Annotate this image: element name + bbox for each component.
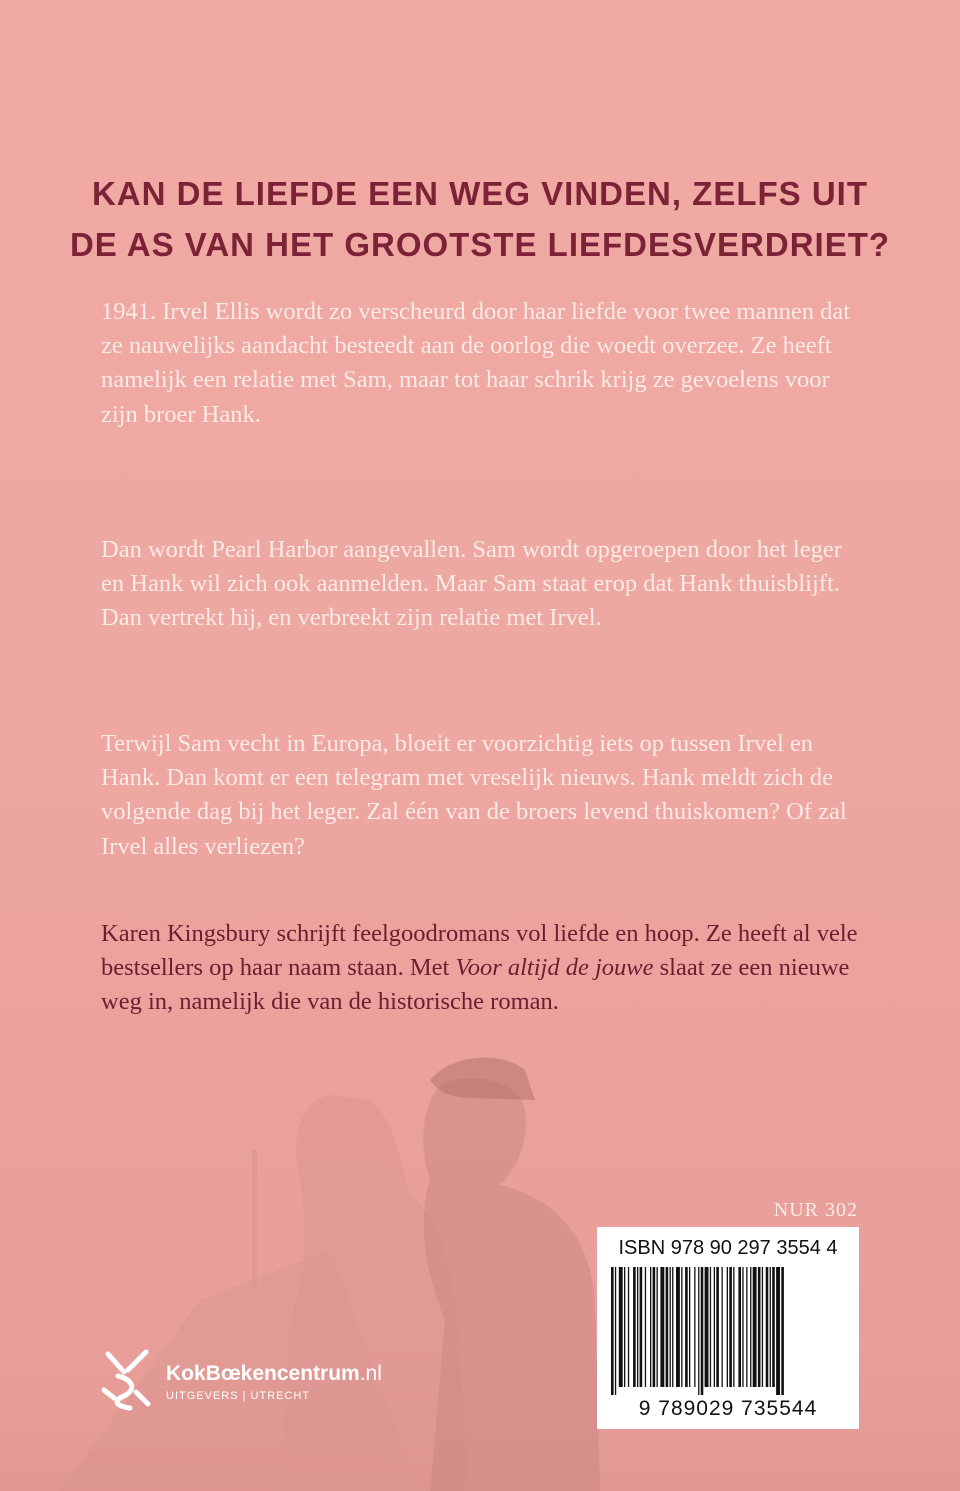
barcode-bar <box>714 1267 715 1387</box>
tagline-line-1: KAN DE LIEFDE EEN WEG VINDEN, ZELFS UIT <box>91 175 869 212</box>
barcode-bar <box>722 1267 723 1387</box>
barcode-bar <box>624 1267 625 1387</box>
blurb-paragraph-2: Dan wordt Pearl Harbor aangevallen. Sam wordt opgeroepen door het leger en Hank wil zich ook aanmelden. Maar Sam staat erop dat Hank thuisblijft. Dan vertrekt hij, en verbreekt zijn relatie met Irvel. <box>101 536 842 632</box>
barcode-bar <box>653 1267 656 1387</box>
barcode-bar <box>694 1267 695 1387</box>
barcode-bar <box>750 1267 751 1387</box>
blurb-paragraph-1: 1941. Irvel Ellis wordt zo verscheurd door haar liefde voor twee mannen dat ze nauwelijks aandacht besteedt aan de oorlog die woedt overzee. Ze heeft namelijk een relatie met Sam, maar tot haar schrik krijg ze gevoelens voor zijn broer Hank. <box>101 298 851 428</box>
barcode-bar <box>758 1267 761 1387</box>
barcode-bar <box>670 1267 671 1387</box>
isbn-barcode <box>597 1227 859 1429</box>
barcode-bar <box>781 1267 784 1395</box>
barcode-bar <box>727 1267 728 1387</box>
barcode-bar <box>689 1267 690 1387</box>
publisher-subtitle: UITGEVERS | UTRECHT <box>166 1390 311 1402</box>
barcode-bar <box>710 1267 711 1387</box>
barcode-bar <box>698 1267 699 1395</box>
barcode-bar <box>766 1267 769 1387</box>
isbn-digits: 9 789029 735544 <box>638 1397 818 1420</box>
barcode-bar <box>611 1267 614 1395</box>
book-title: Voor altijd de jouwe <box>455 954 654 982</box>
barcode-bar <box>746 1267 747 1387</box>
barcode-bar <box>619 1267 623 1387</box>
barcode-bar <box>676 1267 680 1387</box>
barcode-bar <box>640 1267 643 1387</box>
barcode-bar <box>660 1267 664 1387</box>
barcode-bar <box>615 1267 616 1395</box>
publisher-mark-icon <box>100 1346 154 1412</box>
publisher-name-boeken: Bœkencentrum <box>205 1362 360 1385</box>
blurb-paragraph-3: Terwijl Sam vecht in Europa, bloeit er voorzichtig iets op tussen Irvel en Hank. Dan komt er een telegram met vreselijk nieuws. Hank meldt zich de volgende dag bij het leger. Zal één van de broers levend thuiskomen? Of zal Irvel alles verliezen? <box>101 730 847 860</box>
tagline <box>0 168 960 270</box>
barcode-bar <box>701 1267 704 1395</box>
barcode-bar <box>666 1267 669 1387</box>
barcode-bar <box>738 1267 741 1387</box>
barcode-bar <box>729 1267 732 1387</box>
barcode-bar <box>681 1267 682 1387</box>
barcode-bar <box>753 1267 757 1387</box>
barcode-bars <box>611 1267 845 1395</box>
barcode-bar <box>657 1267 658 1387</box>
barcode-bar <box>672 1267 673 1387</box>
barcode-bar <box>637 1267 638 1387</box>
barcode-bar <box>762 1267 763 1387</box>
isbn-label: ISBN 978 90 297 3554 4 <box>618 1237 838 1259</box>
publisher-name-nl: .nl <box>359 1362 382 1385</box>
barcode-bar <box>645 1267 646 1387</box>
barcode-bar <box>650 1267 651 1387</box>
barcode-bar <box>716 1267 719 1387</box>
publisher-name <box>166 1362 382 1386</box>
author-text-start: Karen Kingsbury schrijft feelgoodromans vol liefde en hoop. Ze heeft al vele bestsellers op haar naam staan. Met <box>101 920 858 982</box>
nur-code: NUR 302 <box>773 1199 858 1221</box>
barcode-bar <box>772 1267 775 1387</box>
tagline-line-2: DE AS VAN HET GROOTSTE LIEFDESVERDRIET? <box>69 226 891 263</box>
barcode-bar <box>776 1267 780 1395</box>
barcode-bar <box>733 1267 734 1387</box>
barcode-bar <box>770 1267 771 1387</box>
author-paragraph <box>101 917 861 1020</box>
author-text-end: slaat ze een nieuwe weg in, namelijk die van de historische roman. <box>101 954 850 1016</box>
publisher-name-kok: Kok <box>166 1362 206 1385</box>
barcode-bar <box>685 1267 688 1387</box>
barcode-bar <box>628 1267 629 1387</box>
barcode-bar <box>633 1267 636 1387</box>
barcode-bar <box>742 1267 743 1387</box>
barcode-bar <box>705 1267 709 1387</box>
